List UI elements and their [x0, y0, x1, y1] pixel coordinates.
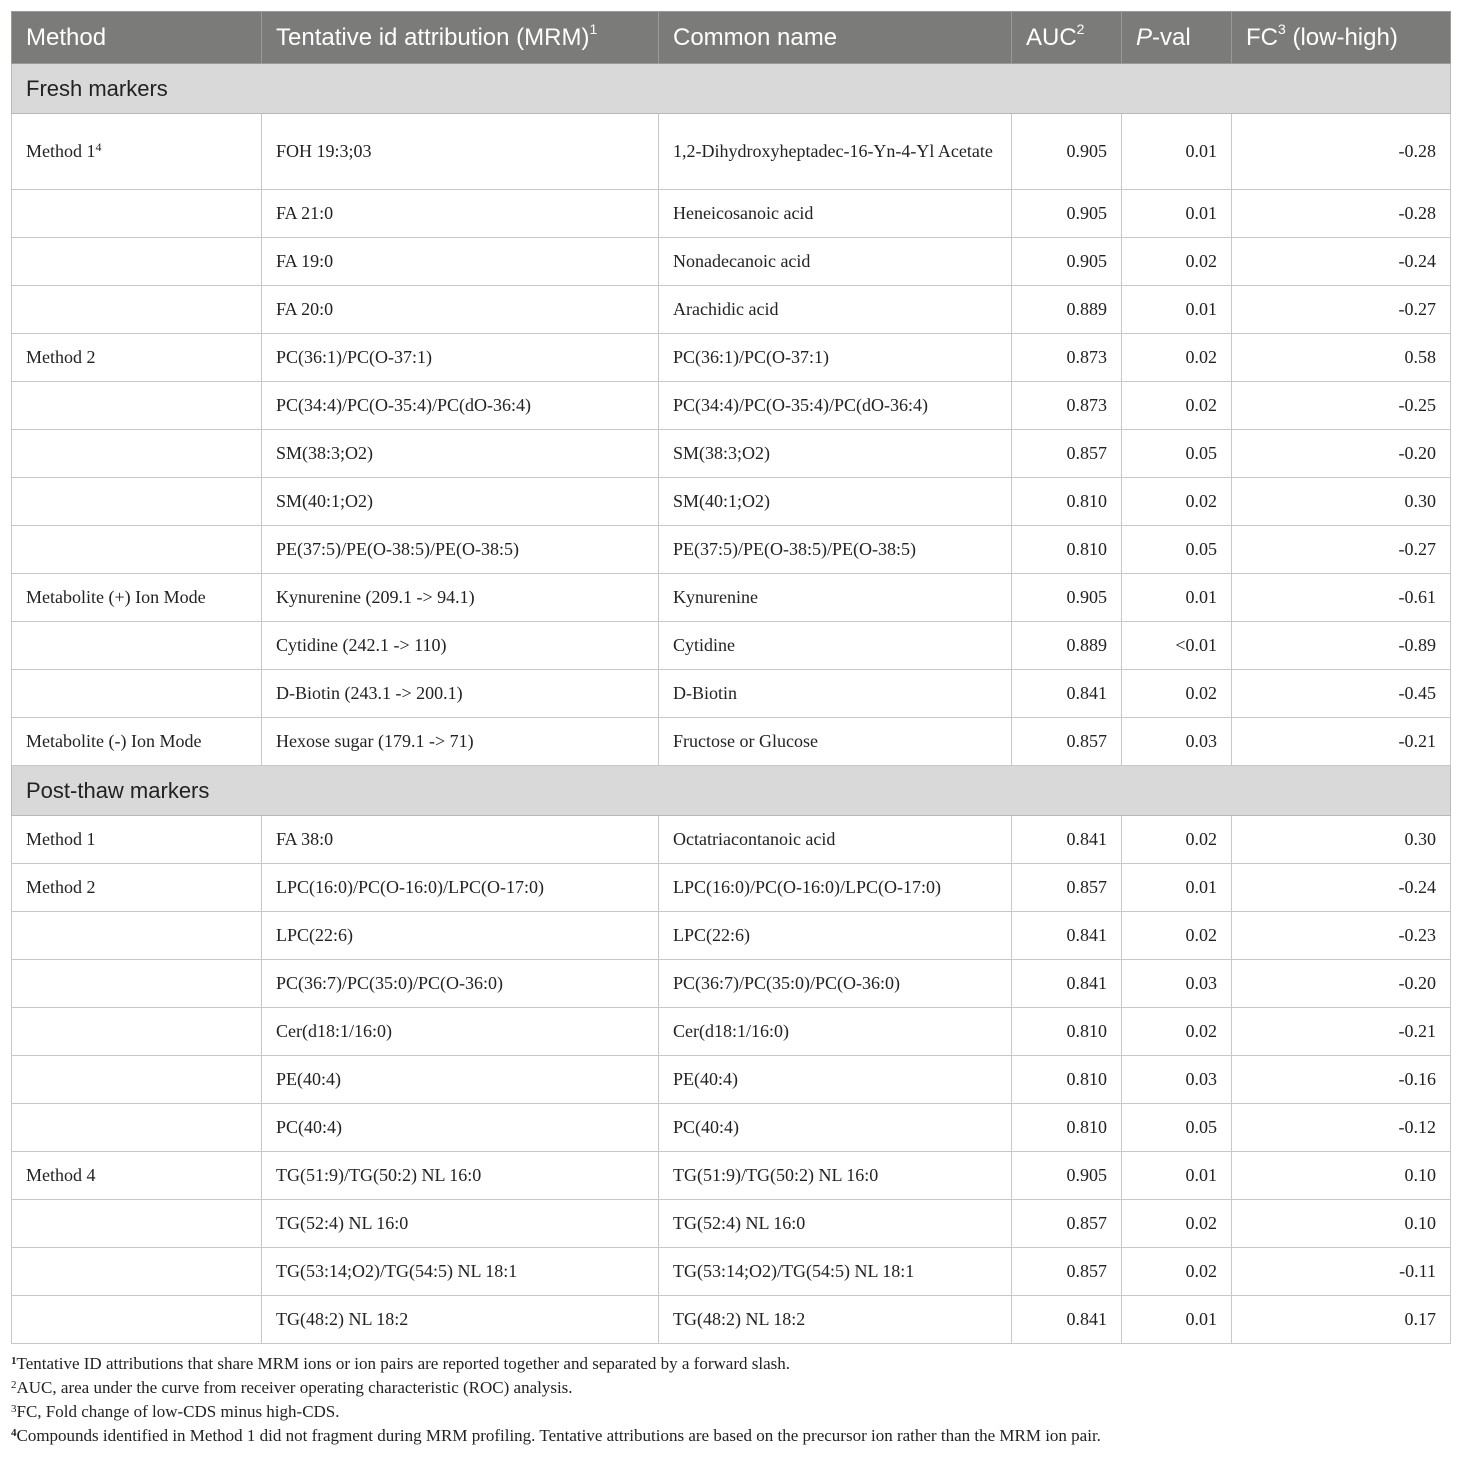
cell-auc: 0.905: [1012, 574, 1122, 622]
cell-fc: 0.17: [1232, 1296, 1451, 1344]
table-row: [12, 574, 1451, 622]
cell-auc: 0.857: [1012, 430, 1122, 478]
cell-tentative-id: FOH 19:3;03: [262, 114, 659, 190]
marker-table: [11, 11, 1451, 1344]
table-row: [12, 190, 1451, 238]
section-header-row: [12, 64, 1451, 114]
table-row: [12, 718, 1451, 766]
table-header: [12, 12, 1451, 64]
cell-auc: 0.810: [1012, 478, 1122, 526]
cell-tentative-id: D-Biotin (243.1 -> 200.1): [262, 670, 659, 718]
footnotes: [11, 1352, 1450, 1448]
cell-pval: 0.05: [1122, 430, 1232, 478]
cell-method: [12, 1296, 262, 1344]
cell-method: [12, 238, 262, 286]
cell-common-name: 1,2-Dihydroxyheptadec-16-Yn-4-Yl Acetate: [659, 114, 1012, 190]
cell-fc: -0.11: [1232, 1248, 1451, 1296]
cell-method: Method 2: [12, 334, 262, 382]
cell-pval: <0.01: [1122, 622, 1232, 670]
cell-pval: 0.02: [1122, 1248, 1232, 1296]
cell-tentative-id: FA 21:0: [262, 190, 659, 238]
footnote: $^2$AUC, area under the curve from receiver operating characteristic (ROC) analysis.: [11, 1378, 573, 1397]
cell-method: [12, 960, 262, 1008]
cell-fc: -0.24: [1232, 238, 1451, 286]
cell-common-name: PE(37:5)/PE(O-38:5)/PE(O-38:5): [659, 526, 1012, 574]
cell-method: Metabolite (+) Ion Mode: [12, 574, 262, 622]
cell-auc: 0.810: [1012, 1056, 1122, 1104]
cell-method: Method 4: [12, 1152, 262, 1200]
section-title: Fresh markers: [12, 64, 1451, 114]
cell-pval: 0.01: [1122, 190, 1232, 238]
cell-tentative-id: Hexose sugar (179.1 -> 71): [262, 718, 659, 766]
cell-common-name: PE(40:4): [659, 1056, 1012, 1104]
cell-auc: 0.857: [1012, 718, 1122, 766]
cell-tentative-id: Cytidine (242.1 -> 110): [262, 622, 659, 670]
table-row: [12, 1296, 1451, 1344]
col-header-tentative-id: Tentative id attribution (MRM)$^1$: [262, 12, 659, 64]
table-row: [12, 816, 1451, 864]
cell-method: Method $1^4$: [12, 114, 262, 190]
cell-tentative-id: PC(34:4)/PC(O-35:4)/PC(dO-36:4): [262, 382, 659, 430]
col-header-common-name: Common name: [659, 12, 1012, 64]
col-header-method: Method: [12, 12, 262, 64]
cell-auc: 0.857: [1012, 1200, 1122, 1248]
cell-pval: 0.02: [1122, 382, 1232, 430]
cell-common-name: TG(53:14;O2)/TG(54:5) NL 18:1: [659, 1248, 1012, 1296]
cell-tentative-id: PC(36:7)/PC(35:0)/PC(O-36:0): [262, 960, 659, 1008]
cell-common-name: Cytidine: [659, 622, 1012, 670]
footnote: $^1$Tentative ID attributions that share MRM ions or ion pairs are reported together and separated by a forward slash.: [11, 1354, 790, 1373]
cell-auc: 0.810: [1012, 1104, 1122, 1152]
cell-fc: -0.24: [1232, 864, 1451, 912]
table-body: [12, 64, 1451, 1344]
cell-fc: -0.23: [1232, 912, 1451, 960]
cell-fc: 0.10: [1232, 1200, 1451, 1248]
cell-fc: -0.16: [1232, 1056, 1451, 1104]
table-row: [12, 622, 1451, 670]
cell-method: Metabolite (-) Ion Mode: [12, 718, 262, 766]
cell-tentative-id: FA 38:0: [262, 816, 659, 864]
cell-common-name: LPC(22:6): [659, 912, 1012, 960]
cell-common-name: D-Biotin: [659, 670, 1012, 718]
cell-common-name: TG(51:9)/TG(50:2) NL 16:0: [659, 1152, 1012, 1200]
cell-common-name: SM(38:3;O2): [659, 430, 1012, 478]
cell-tentative-id: LPC(22:6): [262, 912, 659, 960]
table-row: [12, 430, 1451, 478]
cell-common-name: PC(40:4): [659, 1104, 1012, 1152]
table-row: [12, 526, 1451, 574]
cell-tentative-id: PC(36:1)/PC(O-37:1): [262, 334, 659, 382]
cell-auc: 0.889: [1012, 622, 1122, 670]
cell-fc: -0.21: [1232, 1008, 1451, 1056]
table-row: [12, 1056, 1451, 1104]
cell-method: [12, 190, 262, 238]
cell-pval: 0.02: [1122, 816, 1232, 864]
cell-method: [12, 430, 262, 478]
cell-method: [12, 912, 262, 960]
cell-method: [12, 670, 262, 718]
cell-common-name: TG(48:2) NL 18:2: [659, 1296, 1012, 1344]
cell-fc: 0.30: [1232, 478, 1451, 526]
cell-tentative-id: SM(38:3;O2): [262, 430, 659, 478]
footnote: $^4$Compounds identified in Method 1 did not fragment during MRM profiling. Tentative attributions are based on the precursor ion rather than the MRM ion pair.: [11, 1426, 1101, 1445]
cell-common-name: Cer(d18:1/16:0): [659, 1008, 1012, 1056]
cell-pval: 0.02: [1122, 334, 1232, 382]
cell-method: [12, 1248, 262, 1296]
table-row: [12, 960, 1451, 1008]
cell-pval: 0.02: [1122, 1008, 1232, 1056]
col-header-pval: P-val: [1122, 12, 1232, 64]
cell-pval: 0.01: [1122, 286, 1232, 334]
cell-method: Method 2: [12, 864, 262, 912]
cell-auc: 0.857: [1012, 864, 1122, 912]
cell-auc: 0.905: [1012, 114, 1122, 190]
cell-fc: -0.27: [1232, 526, 1451, 574]
cell-fc: 0.30: [1232, 816, 1451, 864]
cell-tentative-id: TG(52:4) NL 16:0: [262, 1200, 659, 1248]
table-row: [12, 912, 1451, 960]
cell-tentative-id: TG(53:14;O2)/TG(54:5) NL 18:1: [262, 1248, 659, 1296]
cell-auc: 0.905: [1012, 238, 1122, 286]
cell-pval: 0.01: [1122, 1296, 1232, 1344]
table-row: [12, 286, 1451, 334]
cell-common-name: LPC(16:0)/PC(O-16:0)/LPC(O-17:0): [659, 864, 1012, 912]
cell-fc: -0.89: [1232, 622, 1451, 670]
cell-fc: 0.10: [1232, 1152, 1451, 1200]
cell-pval: 0.02: [1122, 238, 1232, 286]
cell-fc: -0.21: [1232, 718, 1451, 766]
table-row: [12, 1104, 1451, 1152]
col-header-fc: $FC^3$ (low-high): [1232, 12, 1451, 64]
cell-common-name: PC(36:7)/PC(35:0)/PC(O-36:0): [659, 960, 1012, 1008]
cell-auc: 0.841: [1012, 670, 1122, 718]
footnote: $^3$FC, Fold change of low-CDS minus high-CDS.: [11, 1402, 340, 1421]
cell-common-name: Octatriacontanoic acid: [659, 816, 1012, 864]
table-row: [12, 334, 1451, 382]
cell-pval: 0.01: [1122, 1152, 1232, 1200]
cell-tentative-id: TG(48:2) NL 18:2: [262, 1296, 659, 1344]
cell-fc: 0.58: [1232, 334, 1451, 382]
cell-auc: 0.873: [1012, 334, 1122, 382]
cell-method: [12, 1200, 262, 1248]
cell-pval: 0.05: [1122, 1104, 1232, 1152]
cell-tentative-id: FA 20:0: [262, 286, 659, 334]
cell-tentative-id: Kynurenine (209.1 -> 94.1): [262, 574, 659, 622]
cell-pval: 0.02: [1122, 670, 1232, 718]
cell-pval: 0.05: [1122, 526, 1232, 574]
cell-auc: 0.810: [1012, 526, 1122, 574]
cell-auc: 0.810: [1012, 1008, 1122, 1056]
cell-auc: 0.889: [1012, 286, 1122, 334]
cell-common-name: PC(36:1)/PC(O-37:1): [659, 334, 1012, 382]
table-row: [12, 1200, 1451, 1248]
cell-common-name: TG(52:4) NL 16:0: [659, 1200, 1012, 1248]
cell-method: [12, 526, 262, 574]
cell-pval: 0.02: [1122, 478, 1232, 526]
cell-method: [12, 1008, 262, 1056]
table-row: [12, 478, 1451, 526]
cell-tentative-id: Cer(d18:1/16:0): [262, 1008, 659, 1056]
table-row: [12, 1248, 1451, 1296]
cell-tentative-id: PC(40:4): [262, 1104, 659, 1152]
cell-fc: -0.28: [1232, 190, 1451, 238]
cell-auc: 0.841: [1012, 912, 1122, 960]
cell-method: [12, 1104, 262, 1152]
section-title: Post-thaw markers: [12, 766, 1451, 816]
cell-pval: 0.01: [1122, 114, 1232, 190]
cell-pval: 0.03: [1122, 960, 1232, 1008]
cell-fc: -0.27: [1232, 286, 1451, 334]
cell-fc: -0.12: [1232, 1104, 1451, 1152]
table-row: [12, 1152, 1451, 1200]
cell-method: [12, 622, 262, 670]
cell-auc: 0.841: [1012, 1296, 1122, 1344]
cell-fc: -0.28: [1232, 114, 1451, 190]
cell-pval: 0.02: [1122, 912, 1232, 960]
cell-common-name: Fructose or Glucose: [659, 718, 1012, 766]
table-row: [12, 1008, 1451, 1056]
cell-tentative-id: SM(40:1;O2): [262, 478, 659, 526]
cell-method: [12, 1056, 262, 1104]
cell-pval: 0.01: [1122, 574, 1232, 622]
cell-fc: -0.45: [1232, 670, 1451, 718]
cell-fc: -0.20: [1232, 430, 1451, 478]
cell-common-name: Arachidic acid: [659, 286, 1012, 334]
cell-common-name: Heneicosanoic acid: [659, 190, 1012, 238]
table-row: [12, 238, 1451, 286]
cell-method: [12, 286, 262, 334]
cell-pval: 0.02: [1122, 1200, 1232, 1248]
cell-common-name: SM(40:1;O2): [659, 478, 1012, 526]
cell-tentative-id: PE(40:4): [262, 1056, 659, 1104]
cell-fc: -0.20: [1232, 960, 1451, 1008]
table-row: [12, 864, 1451, 912]
cell-auc: 0.873: [1012, 382, 1122, 430]
cell-auc: 0.905: [1012, 190, 1122, 238]
cell-auc: 0.841: [1012, 960, 1122, 1008]
cell-auc: 0.857: [1012, 1248, 1122, 1296]
cell-method: [12, 382, 262, 430]
cell-method: Method 1: [12, 816, 262, 864]
table-row: [12, 114, 1451, 190]
col-header-auc: AUC$^2$: [1012, 12, 1122, 64]
cell-tentative-id: LPC(16:0)/PC(O-16:0)/LPC(O-17:0): [262, 864, 659, 912]
cell-tentative-id: FA 19:0: [262, 238, 659, 286]
section-header-row: [12, 766, 1451, 816]
cell-tentative-id: TG(51:9)/TG(50:2) NL 16:0: [262, 1152, 659, 1200]
table-row: [12, 382, 1451, 430]
cell-common-name: Kynurenine: [659, 574, 1012, 622]
cell-fc: -0.61: [1232, 574, 1451, 622]
table-row: [12, 670, 1451, 718]
cell-method: [12, 478, 262, 526]
cell-common-name: PC(34:4)/PC(O-35:4)/PC(dO-36:4): [659, 382, 1012, 430]
cell-tentative-id: PE(37:5)/PE(O-38:5)/PE(O-38:5): [262, 526, 659, 574]
cell-pval: 0.01: [1122, 864, 1232, 912]
cell-auc: 0.905: [1012, 1152, 1122, 1200]
cell-fc: -0.25: [1232, 382, 1451, 430]
cell-pval: 0.03: [1122, 718, 1232, 766]
cell-common-name: Nonadecanoic acid: [659, 238, 1012, 286]
cell-pval: 0.03: [1122, 1056, 1232, 1104]
cell-auc: 0.841: [1012, 816, 1122, 864]
